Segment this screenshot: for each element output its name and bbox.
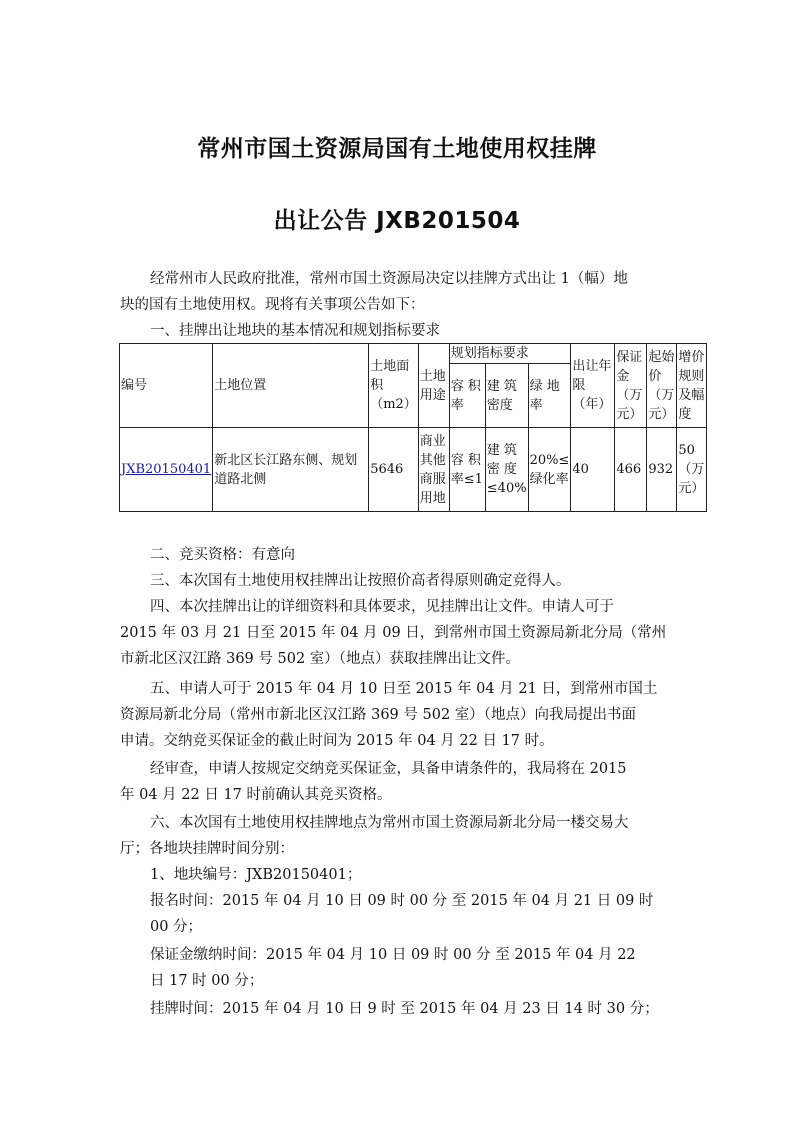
listing-time-text: 挂牌时间：2015 年 04 月 10 日 9 时 至 2015 年 04 月 23 日 14 时 30 分； [150, 1001, 659, 1017]
cell-start-price: 932 [647, 428, 677, 512]
cell-deposit: 466 [615, 428, 647, 512]
header-start-price: 起始价（万元） [647, 344, 677, 428]
section-5-line: 资源局新北分局（常州市新北区汉江路 369 号 502 室）（地点）向我局提出书面 [120, 707, 637, 723]
cell-green: 20%≤ 绿化率 [528, 428, 571, 512]
header-area: 土地面积（m2） [369, 344, 419, 428]
table-row [120, 428, 707, 512]
cell-term: 40 [571, 428, 615, 512]
section-1-heading [120, 318, 676, 344]
cell-use: 商业其他商服用地 [418, 428, 449, 512]
plot-code-line [120, 862, 676, 888]
header-deposit: 保证金（万元） [615, 344, 647, 428]
intro-line: 经常州市人民政府批准，常州市国土资源局决定以挂牌方式出让 1（幅）地 [150, 271, 628, 287]
signup-time [120, 888, 676, 940]
deposit-time-line: 保证金缴纳时间：2015 年 04 月 10 日 09 时 00 分 至 2015 年 04 月 22 [150, 947, 636, 963]
section-4-line: 2015 年 03 月 21 日至 2015 年 04 月 09 日，到常州市国土资源局新北分局（常州 [120, 625, 667, 641]
cell-code[interactable] [120, 428, 213, 512]
header-planning: 规划指标要求 [449, 344, 571, 364]
header-location: 土地位置 [213, 344, 369, 428]
section-4-line: 市新北区汉江路 369 号 502 室）（地点）获取挂牌出让文件。 [120, 651, 521, 667]
header-code: 编号 [120, 344, 213, 428]
plot-code-link[interactable]: JXB20150401 [121, 462, 212, 477]
intro-line: 块的国有土地使用权。现将有关事项公告如下： [120, 297, 425, 313]
section-6 [120, 810, 676, 862]
title-line-2: 出让公告 JXB201504 [273, 208, 521, 234]
listing-time [120, 996, 676, 1022]
cell-far: 容 积率≤1 [449, 428, 485, 512]
deposit-time [120, 942, 676, 994]
header-use: 土地用途 [418, 344, 449, 428]
header-term: 出让年限（年） [571, 344, 615, 428]
cell-increment: 50（万元） [677, 428, 707, 512]
section-2-text: 二、竞买资格：有意向 [150, 547, 295, 563]
section-3-text: 三、本次国有土地使用权挂牌出让按照价高者得原则确定竞得人。 [150, 573, 571, 589]
section-1-text: 一、挂牌出让地块的基本情况和规划指标要求 [150, 323, 440, 339]
header-increment: 增价规则及幅度 [677, 344, 707, 428]
intro-paragraph [120, 266, 676, 318]
section-5-line: 五、申请人可于 2015 年 04 月 10 日至 2015 年 04 月 21 日，到常州市国土 [150, 681, 658, 697]
cell-location: 新北区长江路东侧、规划道路北侧 [213, 428, 369, 512]
land-parcel-table [119, 343, 707, 512]
cell-density: 建 筑密 度≤40% [485, 428, 528, 512]
header-density: 建 筑密度 [485, 364, 528, 428]
plot-code-text: 1、地块编号：JXB20150401； [150, 867, 362, 883]
section-2 [120, 542, 676, 568]
header-green: 绿 地率 [528, 364, 571, 428]
review-line: 年 04 月 22 日 17 时前确认其竞买资格。 [120, 787, 392, 803]
signup-line: 报名时间：2015 年 04 月 10 日 09 时 00 分 至 2015 年 04 月 21 日 09 时 [150, 893, 654, 909]
section-5 [120, 676, 676, 754]
signup-line: 00 分； [150, 919, 203, 935]
header-far: 容 积率 [449, 364, 485, 428]
section-4 [120, 594, 676, 672]
section-4-line: 四、本次挂牌出让的详细资料和具体要求，见挂牌出让文件。申请人可于 [150, 599, 614, 615]
review-line: 经审查，申请人按规定交纳竞买保证金，具备申请条件的，我局将在 2015 [150, 761, 627, 777]
section-6-line: 六、本次国有土地使用权挂牌地点为常州市国土资源局新北分局一楼交易大 [150, 815, 629, 831]
section-6-line: 厅；各地块挂牌时间分别： [120, 841, 294, 857]
section-3 [120, 568, 676, 594]
review-paragraph [120, 756, 676, 808]
title-line-1: 常州市国土资源局国有土地使用权挂牌 [197, 136, 597, 162]
section-5-line: 申请。交纳竞买保证金的截止时间为 2015 年 04 月 22 日 17 时。 [120, 733, 554, 749]
cell-area: 5646 [369, 428, 419, 512]
deposit-time-line: 日 17 时 00 分； [150, 973, 264, 989]
